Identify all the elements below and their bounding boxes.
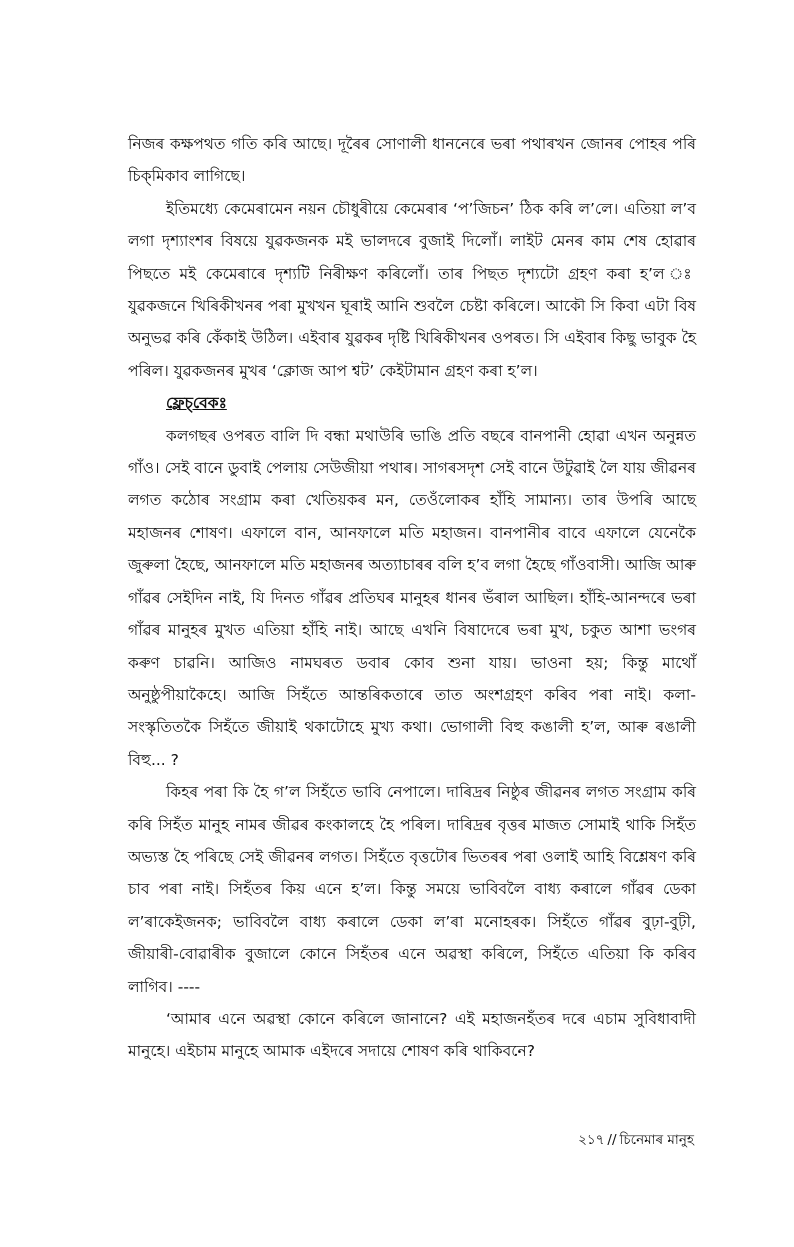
footer-separator: //	[607, 1132, 617, 1148]
page-footer	[578, 1130, 694, 1150]
paragraph-poverty: কিহৰ পৰা কি হৈ গ’ল সিহঁতে ভাবি নেপালে। দাৰিদ্ৰৰ নিষ্ঠুৰ জীৱনৰ লগত সংগ্ৰাম কৰি কৰি সিহঁত মানুহ নামৰ জীৱৰ কংকালহে হৈ পৰিল। দাৰিদ্ৰৰ বৃত্তৰ মাজত সোমাই থাকি সিহঁত অভ্যস্ত হৈ পৰিছে সেই জীৱনৰ লগত। সিহঁতে বৃত্তটোৰ ভিতৰৰ পৰা ওলাই আহি বিশ্লেষণ কৰি চাব পৰা নাই। সিহঁতৰ কিয় এনে হ’ল। কিন্তু সময়ে ভাবিবলৈ বাধ্য কৰালে গাঁৱৰ ডেকা ল’ৰাকেইজনক; ভাবিবলৈ বাধ্য কৰালে ডেকা ল’ৰা মনোহৰক। সিহঁতে গাঁৱৰ বুঢ়া-বুঢ়ী, জীয়াৰী-বোৱাৰীক বুজালে কোনে সিহঁতৰ এনে অৱস্থা কৰিলে, সিহঁতে এতিয়া কি কৰিব লাগিব। ----	[128, 783, 696, 996]
paragraph-village: কলগছৰ ওপৰত বালি দি বন্ধা মথাউৰি ভাঙি প্ৰতি বছৰে বানপানী হোৱা এখন অনুন্নত গাঁও। সেই বানে ডুবাই পেলায় সেউজীয়া পথাৰ। সাগৰসদৃশ সেই বানে উটুৱাই লৈ যায় জীৱনৰ লগত কঠোৰ সংগ্ৰাম কৰা খেতিয়কৰ মন, তেওঁলোকৰ হাঁহি সামান্য। তাৰ উপৰি আছে মহাজনৰ শোষণ। এফালে বান, আনফালে মতি মহাজন। বানপানীৰ বাবে এফালে যেনেকৈ জুৰুলা হৈছে, আনফালে মতি মহাজনৰ অত্যাচাৰৰ বলি হ’ব লগা হৈছে গাঁওবাসী। আজি আৰু গাঁৱৰ সেইদিন নাই, যি দিনত গাঁৱৰ প্ৰতিঘৰ মানুহৰ ধানৰ ভঁৰাল আছিল। হাঁহি-আনন্দৰে ভৰা গাঁৱৰ মানুহৰ মুখত এতিয়া হাঁহি নাই। আছে এখনি বিষাদেৰে ভৰা মুখ, চকুত আশা ভংগৰ কৰুণ চাৱনি। আজিও নামঘৰত ডবাৰ কোব শুনা যায়। ভাওনা হয়; কিন্তু মাথোঁ অনুষ্ঠুপীয়াকৈহে। আজি সিহঁতে আন্তৰিকতাৰে তাত অংশগ্ৰহণ কৰিব পৰা নাই। কলা-সংস্কৃতিতকৈ সিহঁতে জীয়াই থকাটোহে মুখ্য কথা। ভোগালী বিহু কঙালী হ’ল, আৰু ৰঙালী বিহু... ?	[128, 426, 696, 769]
book-title: চিনেমাৰ মানুহ	[619, 1132, 694, 1148]
paragraph-continuation: নিজৰ কক্ষপথত গতি কৰি আছে। দূৰৈৰ সোণালী ধাননেৰে ভৰা পথাৰখন জোনৰ পোহৰ পৰি চিক্‌মিকাব লাগিছে।	[128, 135, 696, 186]
paragraph-camera-scene: ইতিমধ্যে কেমেৰামেন নয়ন চৌধুৰীয়ে কেমেৰাৰ ‘প’জিচন’ ঠিক কৰি ল’লে। এতিয়া ল’ব লগা দৃশ্যাংশৰ বিষয়ে যুৱকজনক মই ভালদৰে বুজাই দিলোঁ। লাইট মেনৰ কাম শেষ হোৱাৰ পিছতে মই কেমেৰাৰে দৃশ্যটি নিৰীক্ষণ কৰিলোঁ। তাৰ পিছত দৃশ্যটো গ্ৰহণ কৰা হ’ল ঃ যুৱকজনে খিৰিকীখনৰ পৰা মুখখন ঘূৰাই আনি শুবলৈ চেষ্টা কৰিলে। আকৌ সি কিবা এটা বিষ অনুভৱ কৰি কেঁকাই উঠিল। এইবাৰ যুৱকৰ দৃষ্টি খিৰিকীখনৰ ওপৰত। সি এইবাৰ কিছু ভাবুক হৈ পৰিল। যুৱকজনৰ মুখৰ ‘ক্লোজ আপ শ্বট’ কেইটামান গ্ৰহণ কৰা হ’ল।	[128, 199, 696, 380]
paragraph-dialogue: ‘আমাৰ এনে অৱস্থা কোনে কৰিলে জানানে? এই মহাজনহঁতৰ দৰে এচাম সুবিধাবাদী মানুহে। এইচাম মানুহে আমাক এইদৰে সদায়ে শোষণ কৰি থাকিবনে?	[128, 1009, 696, 1061]
page-number: ২১৭	[578, 1132, 605, 1148]
section-heading-flashback: ফ্লেচ্‌বেকঃ	[166, 394, 227, 413]
body-text	[128, 128, 696, 1068]
